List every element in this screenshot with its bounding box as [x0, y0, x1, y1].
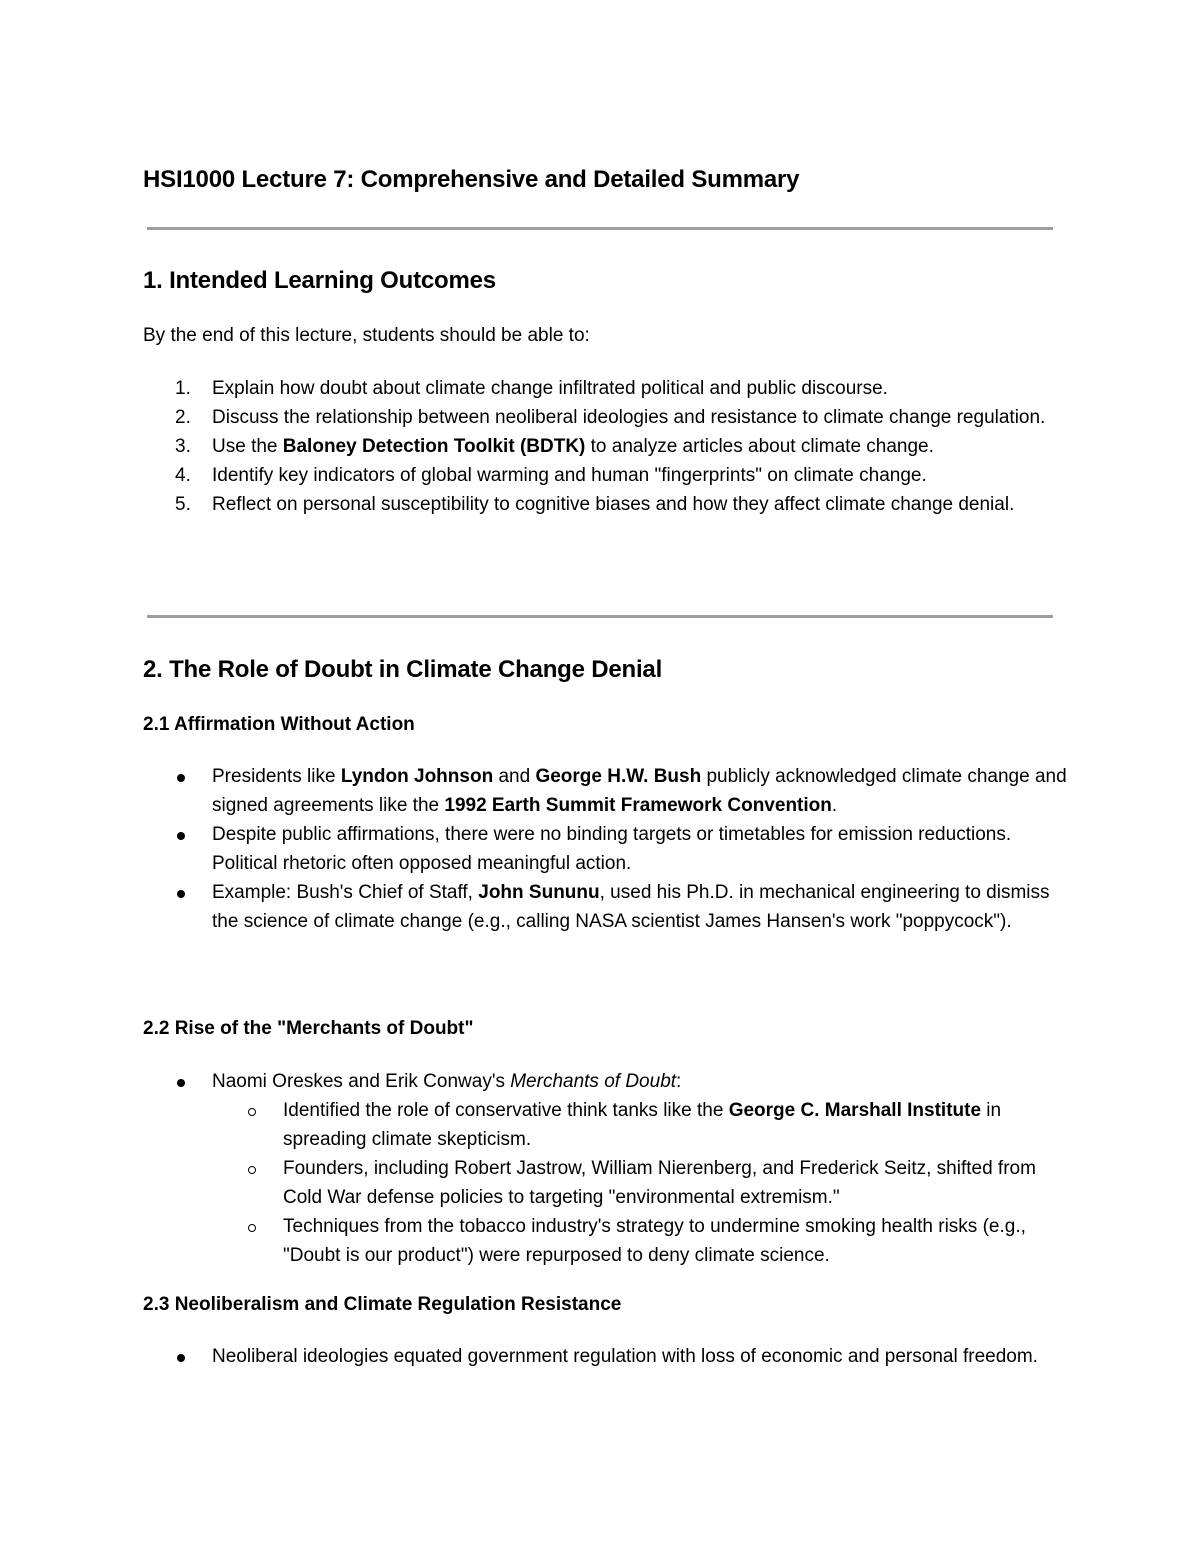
subsection-2-3-list [0, 1342, 1072, 1371]
list-item [0, 490, 1072, 519]
list-item-text: Naomi Oreskes and Erik Conway's [212, 1071, 511, 1092]
bold-term: John Sununu [478, 882, 600, 903]
nested-list-item [0, 1154, 1073, 1212]
list-item-text: . [831, 795, 838, 816]
list-item [0, 762, 1072, 820]
nested-list-item [0, 1212, 1073, 1270]
list-item [0, 432, 1072, 461]
subsection-2-2-list [0, 1067, 1073, 1270]
list-item-text: Identify key indicators of global warming and human "fingerprints" on climate change. [212, 465, 927, 486]
list-number: 5. [175, 494, 191, 515]
divider-2 [147, 615, 1053, 618]
bullet-icon [177, 1354, 185, 1362]
bullet-icon [177, 832, 185, 840]
document-title: HSI1000 Lecture 7: Comprehensive and Detailed Summary [143, 166, 800, 193]
list-number: 3. [175, 436, 191, 457]
list-item-text: to analyze articles about climate change. [585, 436, 934, 457]
bold-term: Baloney Detection Toolkit (BDTK) [282, 436, 586, 457]
list-item-text: Neoliberal ideologies equated government regulation with loss of economic and personal freedom. [212, 1346, 1038, 1367]
learning-outcomes-list [0, 374, 1072, 519]
list-item-text: Identified the role of conservative think tanks like the [283, 1100, 729, 1121]
divider-1 [147, 227, 1053, 230]
list-item-text: Techniques from the tobacco industry's strategy to undermine smoking health risks (e.g., "Doubt is our product") were repurposed to deny climate science. [283, 1216, 1026, 1266]
list-item [0, 1067, 1072, 1096]
list-number: 4. [175, 465, 191, 486]
list-item-text: , used his Ph.D. in mechanical engineering to dismiss the science of climate change (e.g., calling NASA scientist James Hansen's work "poppycock"). [212, 882, 1050, 932]
nested-list-item [0, 1096, 1073, 1154]
list-item [0, 374, 1072, 403]
list-item [0, 1342, 1072, 1371]
bold-term: Lyndon Johnson [340, 766, 494, 787]
section-2-heading: 2. The Role of Doubt in Climate Change Denial [143, 656, 663, 683]
list-item-text: in spreading climate skepticism. [283, 1100, 1002, 1150]
list-number: 1. [175, 378, 191, 399]
bold-term: George H.W. Bush [535, 766, 702, 787]
section-1-intro: By the end of this lecture, students should be able to: [143, 325, 590, 346]
subsection-2-2-heading: 2.2 Rise of the "Merchants of Doubt" [143, 1018, 474, 1039]
list-item-text: and [493, 766, 536, 787]
section-1-heading: 1. Intended Learning Outcomes [143, 267, 496, 294]
subsection-2-1-list [0, 762, 1072, 936]
bold-term: George C. Marshall Institute [728, 1100, 982, 1121]
list-item-text: Presidents like [212, 766, 341, 787]
list-item [0, 820, 1072, 878]
list-item-text: Reflect on personal susceptibility to cognitive biases and how they affect climate change denial. [212, 494, 1015, 515]
bullet-icon [177, 890, 185, 898]
list-item-text: : [676, 1071, 682, 1092]
italic-title: Merchants of Doubt [510, 1071, 677, 1092]
subsection-2-3-heading: 2.3 Neoliberalism and Climate Regulation Resistance [143, 1294, 622, 1315]
list-item [0, 878, 1072, 936]
list-item-text: Founders, including Robert Jastrow, William Nierenberg, and Frederick Seitz, shifted from Cold War defense policies to targeting "environmental extremism." [283, 1158, 1036, 1208]
list-item-text: Example: Bush's Chief of Staff, [212, 882, 479, 903]
list-item-text: Explain how doubt about climate change infiltrated political and public discourse. [212, 378, 888, 399]
circle-bullet-icon [248, 1166, 256, 1174]
list-item-text: Despite public affirmations, there were no binding targets or timetables for emission reductions. Political rhetoric often opposed meaningful action. [212, 824, 1012, 874]
subsection-2-1-heading: 2.1 Affirmation Without Action [143, 714, 415, 735]
list-item-text: Use the [212, 436, 283, 457]
circle-bullet-icon [248, 1108, 256, 1116]
bullet-icon [177, 774, 185, 782]
list-item [0, 461, 1072, 490]
list-number: 2. [175, 407, 191, 428]
bullet-icon [177, 1079, 185, 1087]
list-item-text: publicly acknowledged climate change and signed agreements like the [212, 766, 1067, 816]
list-item-text: Discuss the relationship between neoliberal ideologies and resistance to climate change regulation. [212, 407, 1046, 428]
bold-term: 1992 Earth Summit Framework Convention [444, 795, 832, 816]
circle-bullet-icon [248, 1224, 256, 1232]
list-item [0, 403, 1072, 432]
